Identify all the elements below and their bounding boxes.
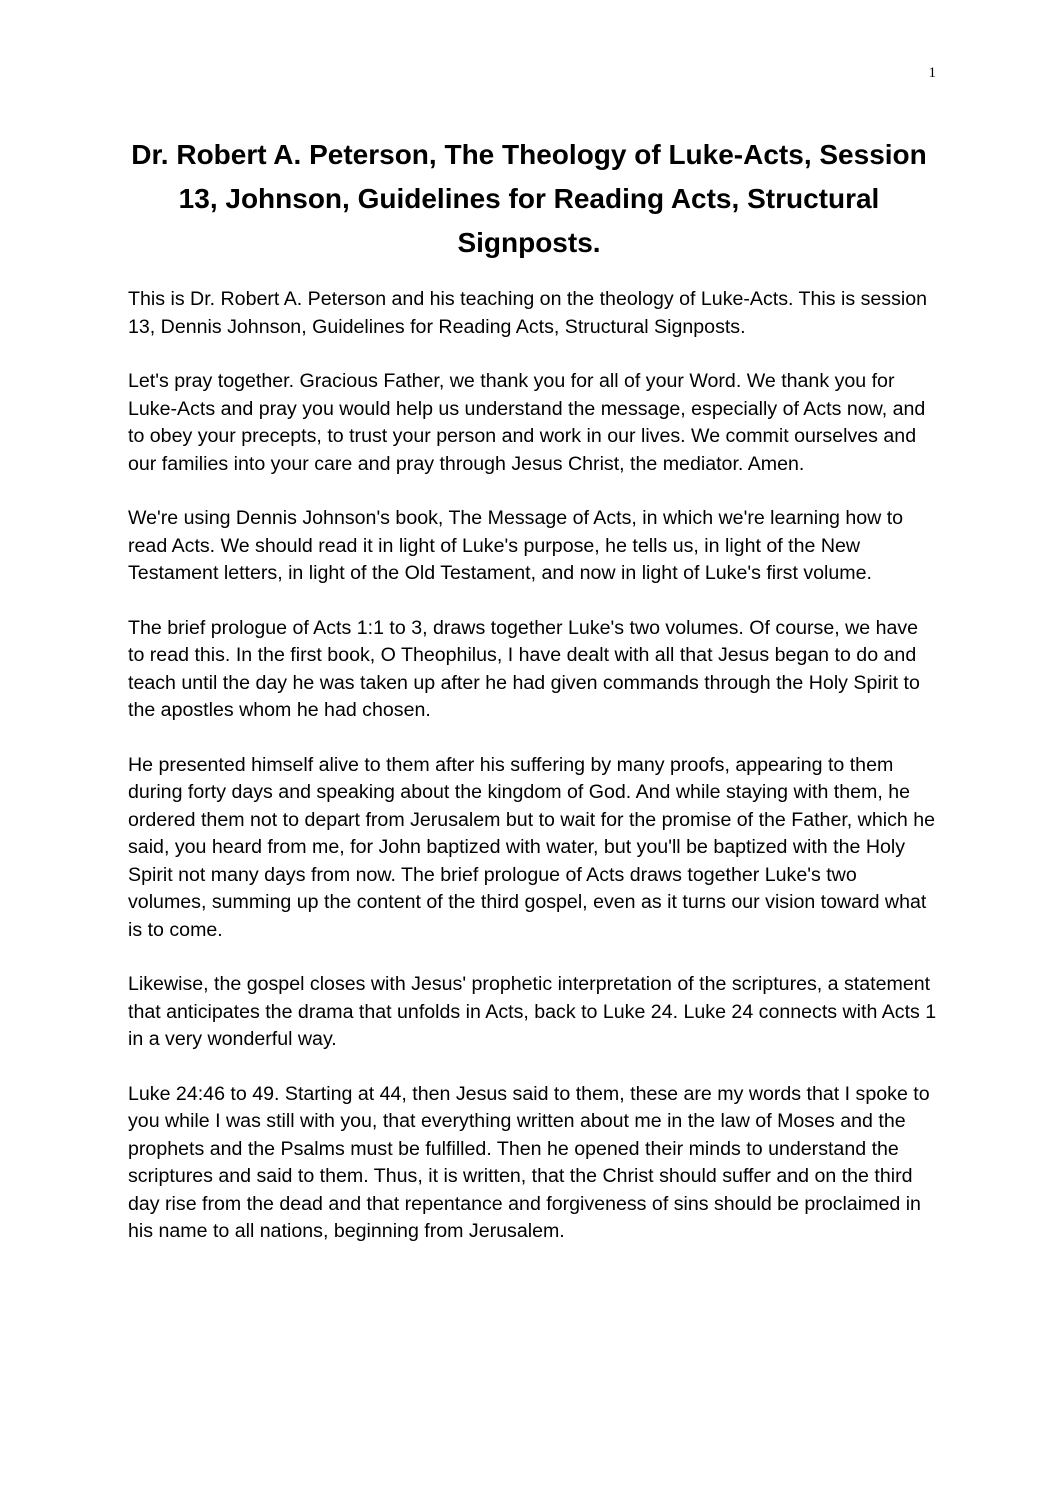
paragraph: Let's pray together. Gracious Father, we thank you for all of your Word. We thank you for Luke-Acts and pray you would help us understand the message, especially of Acts now, and to obey your precepts, to trust your person and work in our lives. We commit ourselves and our families into your care and pray through Jesus Christ, the mediator. Amen. xyxy=(128,370,926,475)
paragraph: The brief prologue of Acts 1:1 to 3, draws together Luke's two volumes. Of course, we have to read this. In the first book, O Theophilus, I have dealt with all that Jesus began to do and teach until the day he was taken up after he had given commands through the Holy Spirit to the apostles whom he had chosen. xyxy=(128,616,920,721)
paragraph: This is Dr. Robert A. Peterson and his teaching on the theology of Luke-Acts. This is session 13, Dennis Johnson, Guidelines for Reading Acts, Structural Signposts. xyxy=(128,288,928,338)
page-number: 1 xyxy=(928,65,936,81)
paragraph: Luke 24:46 to 49. Starting at 44, then Jesus said to them, these are my words that I spoke to you while I was still with you, that everything written about me in the law of Moses and the prophets and the Psalms must be fulfilled. Then he opened their minds to understand the scriptures and said to them. Thus, it is written, that the Christ should suffer and on the third day rise from the dead and that repentance and forgiveness of sins should be proclaimed in his name to all nations, beginning from Jerusalem. xyxy=(128,1082,930,1242)
paragraph: Likewise, the gospel closes with Jesus' prophetic interpretation of the scriptures, a statement that anticipates the drama that unfolds in Acts, back to Luke 24. Luke 24 connects with Acts 1 in a very wonderful way. xyxy=(128,973,937,1050)
document-body xyxy=(128,286,938,1273)
document-title: Dr. Robert A. Peterson, The Theology of Luke-Acts, Session 13, Johnson, Guidelines for Reading Acts, Structural Signposts. xyxy=(131,139,927,258)
paragraph: He presented himself alive to them after his suffering by many proofs, appearing to them during forty days and speaking about the kingdom of God. And while staying with them, he ordered them not to depart from Jerusalem but to wait for the promise of the Father, which he said, you heard from me, for John baptized with water, but you'll be baptized with the Holy Spirit not many days from now. The brief prologue of Acts draws together Luke's two volumes, summing up the content of the third gospel, even as it turns our vision toward what is to come. xyxy=(128,753,936,941)
paragraph: We're using Dennis Johnson's book, The Message of Acts, in which we're learning how to read Acts. We should read it in light of Luke's purpose, he tells us, in light of the New Testament letters, in light of the Old Testament, and now in light of Luke's first volume. xyxy=(128,507,904,584)
